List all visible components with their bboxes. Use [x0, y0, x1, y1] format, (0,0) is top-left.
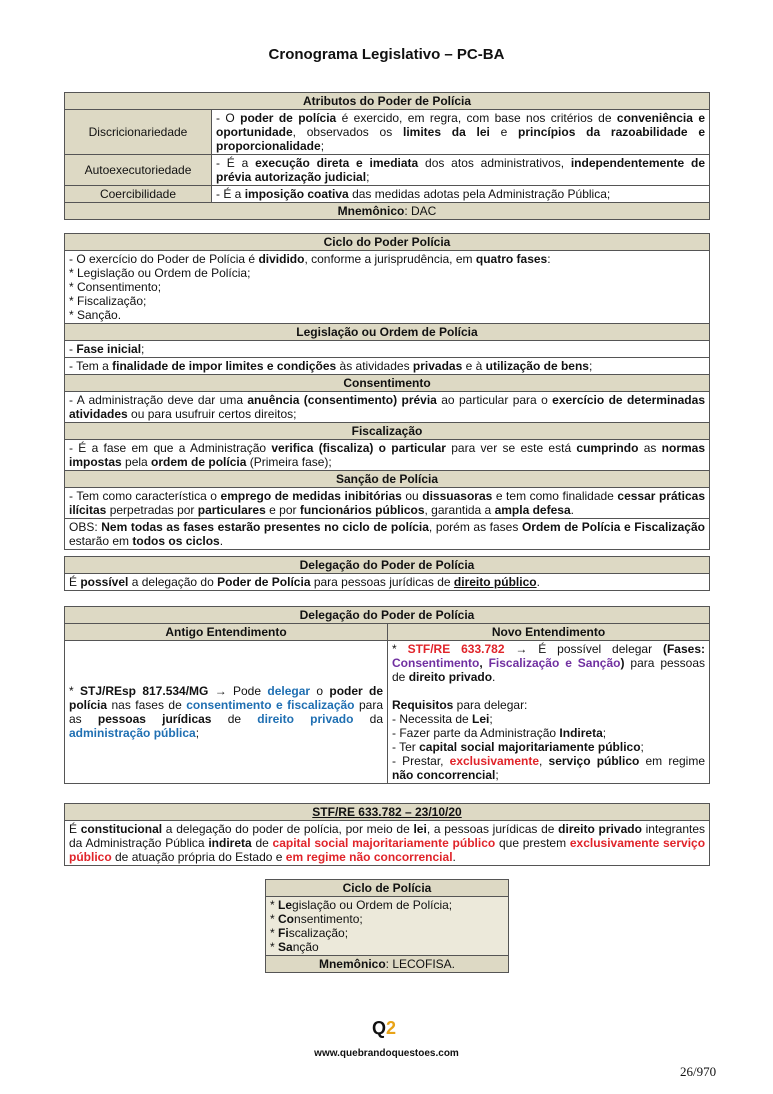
entendimentos-header: Delegação do Poder de Polícia	[65, 607, 710, 624]
ciclo-intro: - O exercício do Poder de Polícia é dividido, conforme a jurisprudência, em quatro fases: * Legislação ou Ordem de Polícia; * Consentimento; * Fiscalização; * Sanção.	[65, 251, 710, 324]
ciclo-policia-header: Ciclo de Polícia	[266, 880, 509, 897]
fiscalizacao-header: Fiscalização	[65, 423, 710, 440]
col-novo: Novo Entendimento	[388, 624, 710, 641]
ciclo-item: * Legislação ou Ordem de Polícia;	[69, 266, 251, 280]
attr-desc-coercibilidade: - É a imposição coativa das medidas adotas pela Administração Pública;	[212, 186, 710, 203]
delegacao-text: É possível a delegação do Poder de Polícia para pessoas jurídicas de direito público.	[65, 574, 710, 591]
attr-label-autoexecutoriedade: Autoexecutoriedade	[65, 155, 212, 186]
attr-desc-autoexecutoriedade: - É a execução direta e imediata dos atos administrativos, independentemente de prévia autorização judicial;	[212, 155, 710, 186]
sancao-header: Sanção de Polícia	[65, 471, 710, 488]
novo-text: * STF/RE 633.782 → É possível delegar (Fases: Consentimento, Fiscalização e Sanção) para pessoas de direito privado. Requisitos para delegar: - Necessita de Lei; - Fazer parte da Administração Indireta; - Ter capital social majoritariamente público; - Prestar, exclusivamente, serviço público em regime não concorrencial;	[388, 641, 710, 784]
brand-logo: Q2	[372, 1018, 397, 1038]
fiscalizacao-text: - É a fase em que a Administração verifica (fiscaliza) o particular para ver se este está cumprindo as normas impostas pela ordem de polícia (Primeira fase);	[65, 440, 710, 471]
site-url: www.quebrandoquestoes.com	[314, 1048, 459, 1059]
sancao-text: - Tem como característica o emprego de medidas inibitórias ou dissuasoras e tem como finalidade cessar práticas ilícitas perpetradas por particulares e por funcionários públicos, garantida a ampla defesa.	[65, 488, 710, 519]
legislacao-text-2: - Tem a finalidade de impor limites e condições às atividades privadas e à utilização de bens;	[65, 358, 710, 375]
atributos-mnemonic: Mnemônico: DAC	[65, 203, 710, 220]
ciclo-item: * Sanção.	[69, 308, 122, 322]
consentimento-text: - A administração deve dar uma anuência (consentimento) prévia ao particular para o exercício de determinadas atividades ou para usufruir certos direitos;	[65, 392, 710, 423]
col-antigo: Antigo Entendimento	[65, 624, 388, 641]
legislacao-text-1: - Fase inicial;	[65, 341, 710, 358]
consentimento-header: Consentimento	[65, 375, 710, 392]
ciclo-table	[64, 233, 710, 550]
attr-label-discricionariedade: Discricionariedade	[65, 110, 212, 155]
delegacao-header: Delegação do Poder de Polícia	[65, 557, 710, 574]
ciclo-policia-table	[265, 879, 509, 973]
ciclo-policia-mnemonic: Mnemônico: LECOFISA.	[266, 956, 509, 973]
page-number: 26/970	[680, 1064, 717, 1079]
antigo-text: * STJ/REsp 817.534/MG → Pode delegar o poder de polícia nas fases de consentimento e fiscalização para as pessoas jurídicas de direito privado da administração pública;	[65, 641, 388, 784]
page-title: Cronograma Legislativo – PC-BA	[268, 46, 505, 63]
atributos-table	[64, 92, 710, 220]
delegacao-table	[64, 556, 710, 591]
attr-desc-discricionariedade: - O poder de polícia é exercido, em regra, com base nos critérios de conveniência e oportunidade, observados os limites da lei e princípios da razoabilidade e proporcionalidade;	[212, 110, 710, 155]
stf-table	[64, 803, 710, 866]
stf-header: STF/RE 633.782 – 23/10/20	[65, 804, 710, 821]
entendimentos-table	[64, 606, 710, 784]
ciclo-item: * Fiscalização;	[69, 294, 147, 308]
attr-label-coercibilidade: Coercibilidade	[65, 186, 212, 203]
ciclo-header: Ciclo do Poder Polícia	[65, 234, 710, 251]
ciclo-item: * Consentimento;	[69, 280, 162, 294]
obs-text: OBS: Nem todas as fases estarão presentes no ciclo de polícia, porém as fases Ordem de Polícia e Fiscalização estarão em todos os ciclos.	[65, 519, 710, 550]
atributos-header: Atributos do Poder de Polícia	[65, 93, 710, 110]
stf-text: É constitucional a delegação do poder de polícia, por meio de lei, a pessoas jurídicas de direito privado integrantes da Administração Pública indireta de capital social majoritariamente público que prestem exclusivamente serviço público de atuação própria do Estado e em regime não concorrencial.	[65, 821, 710, 866]
legislacao-header: Legislação ou Ordem de Polícia	[65, 324, 710, 341]
ciclo-policia-items: * Legislação ou Ordem de Polícia; * Consentimento; * Fiscalização; * Sanção	[266, 897, 509, 956]
